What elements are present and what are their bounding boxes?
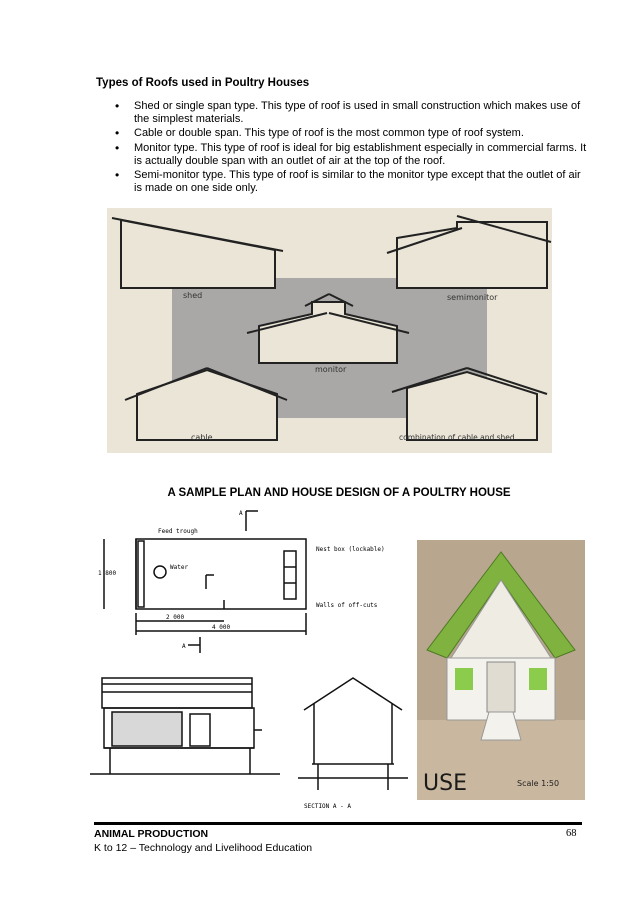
page-number: 68 [566, 828, 577, 839]
dim-2000-label: 2 000 [166, 614, 185, 621]
section-figure [298, 670, 408, 815]
cable-label: cable [191, 433, 213, 442]
floor-plan-figure [94, 505, 394, 655]
list-item: • Monitor type. This type of roof is ideal for big establishment especially in commercial farms. It is actually double span with an outlet of air at the top of the roof. [118, 142, 588, 168]
list-item: • Shed or single span type. This type of roof is used in small construction which makes use of the simplest materials. [118, 100, 588, 126]
plan-subtitle: A SAMPLE PLAN AND HOUSE DESIGN OF A POULTRY HOUSE [167, 487, 511, 499]
shed-label: shed [183, 291, 203, 300]
section-marker-top: A [239, 510, 243, 517]
footer-title: ANIMAL PRODUCTION [94, 828, 209, 840]
house-model-photo [417, 540, 585, 800]
list-item: • Cable or double span. This type of roof is the most common type of roof system. [118, 127, 588, 140]
elevation-figure [90, 670, 280, 780]
use-label: USE [423, 771, 467, 796]
scale-label: Scale 1:50 [517, 779, 560, 788]
section-marker-bottom: A [182, 643, 186, 650]
section-heading: Types of Roofs used in Poultry Houses [96, 77, 310, 89]
footer-subtitle: K to 12 – Technology and Livelihood Education [94, 842, 313, 854]
monitor-label: monitor [315, 365, 347, 374]
feed-trough-label: Feed trough [158, 528, 198, 535]
section-label: SECTION A - A [304, 803, 351, 810]
roof-types-list [118, 100, 588, 196]
water-label: Water [170, 564, 189, 571]
elevation-drawing [90, 670, 280, 780]
nest-box-label: Nest box (lockable) [316, 546, 385, 553]
footer-divider [94, 822, 582, 825]
semimonitor-label: semimonitor [447, 293, 498, 302]
dim-4000-label: 4 000 [212, 624, 231, 631]
dim-1800-label: 1 800 [98, 570, 117, 577]
roof-types-figure [107, 208, 552, 453]
roof-types-drawing [107, 208, 552, 453]
floor-plan-drawing [94, 505, 394, 655]
house-model-drawing [417, 540, 585, 800]
list-item: • Semi-monitor type. This type of roof is similar to the monitor type except that the outlet of air is made on one side only. [118, 169, 588, 195]
combination-label: combination of cable and shed [399, 433, 515, 442]
section-drawing [298, 670, 408, 815]
walls-label: Walls of off-cuts [316, 602, 378, 609]
